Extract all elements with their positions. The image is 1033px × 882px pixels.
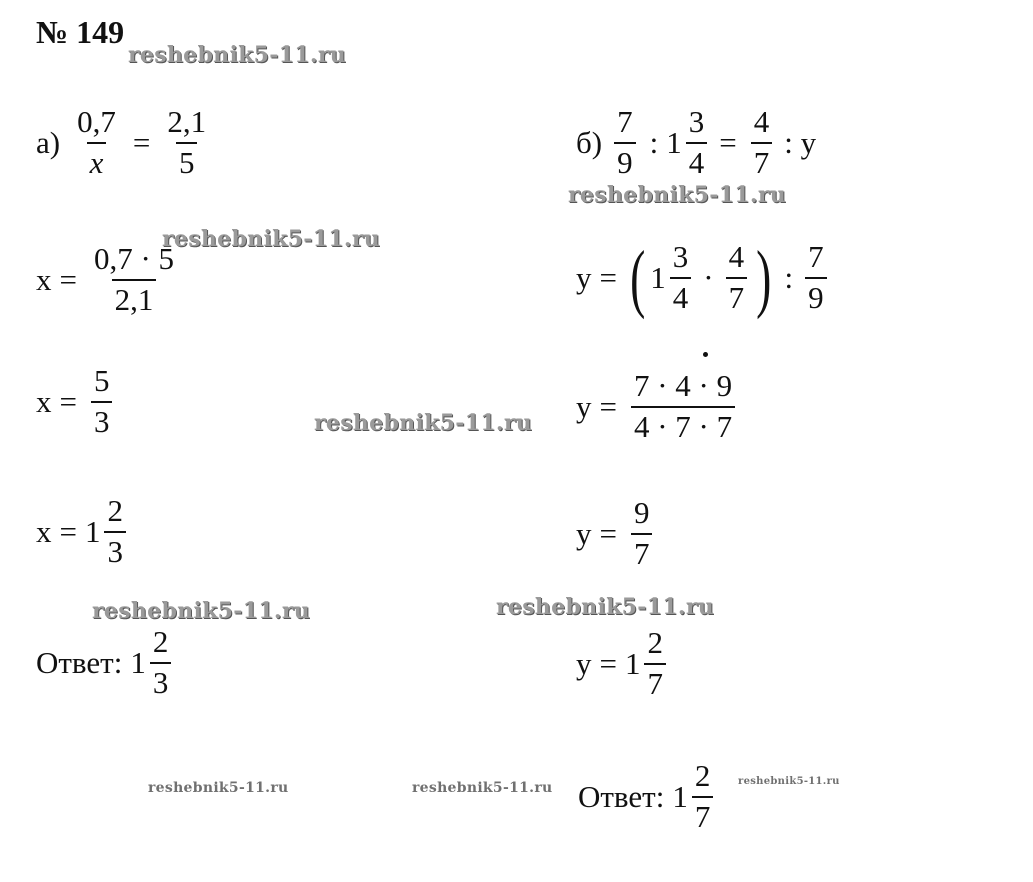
division-sign: : [649, 124, 659, 160]
variable: y [576, 515, 592, 551]
equals-sign: = [599, 388, 617, 424]
equals-sign: = [599, 645, 617, 681]
numerator: 2 [694, 758, 711, 793]
stray-dot [703, 352, 708, 357]
part-b-equation-3 [576, 370, 741, 443]
fraction [91, 365, 113, 438]
fraction [164, 106, 209, 179]
denominator: 2,1 [112, 279, 157, 317]
denominator: 4 [686, 142, 708, 180]
denominator: x [87, 142, 107, 180]
numerator: 4 [728, 239, 745, 275]
equals-sign: = [599, 260, 617, 295]
watermark: reshebnik5-11.ru [128, 42, 347, 68]
numerator: 9 [633, 495, 650, 530]
part-a-equation-1 [36, 106, 215, 179]
denominator: 7 [692, 796, 714, 834]
numerator: 0,7 [77, 104, 116, 139]
whole-part: 1 [84, 513, 101, 549]
fraction [104, 495, 126, 568]
equals-sign: = [59, 513, 77, 549]
denominator: 4 · 7 · 7 [631, 406, 735, 444]
fraction [614, 106, 636, 179]
part-a-label: а) [36, 124, 61, 160]
part-a-equation-3 [36, 365, 118, 438]
numerator: 7 [617, 104, 633, 139]
part-b-equation-2 [576, 236, 831, 320]
whole-part: 1 [130, 644, 146, 680]
part-b-equation-4 [576, 497, 658, 570]
whole-part: 1 [624, 645, 641, 681]
part-b-answer [578, 760, 717, 833]
numerator: 7 · 4 · 9 [633, 368, 733, 403]
watermark: reshebnik5-11.ru [568, 182, 787, 208]
watermark: reshebnik5-11.ru [92, 598, 311, 624]
denominator: 7 [751, 142, 773, 180]
part-b-equation-1 [576, 106, 816, 179]
answer-label: Ответ: [36, 644, 123, 680]
denominator: 5 [176, 142, 198, 180]
denominator: 3 [91, 401, 113, 439]
left-parenthesis: ( [630, 236, 646, 320]
division-sign: : [784, 260, 794, 295]
fraction [751, 106, 773, 179]
denominator: 9 [614, 142, 636, 180]
watermark: reshebnik5-11.ru [496, 594, 715, 620]
fraction [692, 760, 714, 833]
variable: y [576, 645, 592, 681]
numerator: 2 [107, 493, 123, 528]
watermark: reshebnik5-11.ru [314, 410, 533, 436]
right-parenthesis: ) [756, 236, 772, 320]
equals-sign: = [132, 124, 151, 160]
fraction [74, 106, 119, 179]
variable: : y [784, 124, 817, 160]
watermark: reshebnik5-11.ru [148, 780, 289, 796]
fraction [726, 241, 748, 314]
variable: y [576, 260, 592, 295]
variable: x [36, 383, 52, 419]
watermark: reshebnik5-11.ru [738, 776, 840, 787]
numerator: 2 [647, 625, 663, 660]
equals-sign: = [59, 383, 77, 419]
multiplication-sign: · [703, 260, 714, 295]
whole-part: 1 [672, 778, 688, 814]
denominator: 9 [805, 277, 827, 315]
problem-number: № 149 [36, 14, 125, 50]
fraction [644, 627, 666, 700]
part-a-equation-2 [36, 243, 183, 316]
numerator: 3 [688, 104, 705, 139]
numerator: 2,1 [167, 104, 207, 139]
variable: x [36, 513, 52, 549]
numerator: 2 [152, 624, 169, 659]
numerator: 3 [672, 239, 689, 275]
watermark: reshebnik5-11.ru [412, 780, 553, 796]
equals-sign: = [599, 515, 617, 551]
fraction [631, 497, 653, 570]
fraction [91, 243, 177, 316]
numerator: 5 [93, 363, 110, 398]
part-a-equation-4 [36, 495, 130, 568]
denominator: 4 [670, 277, 692, 315]
fraction [686, 106, 708, 179]
numerator: 4 [753, 104, 770, 139]
denominator: 7 [644, 663, 666, 701]
part-a-answer [36, 626, 175, 699]
numerator: 0,7 · 5 [93, 241, 175, 276]
whole-part: 1 [666, 124, 682, 160]
equals-sign: = [719, 124, 737, 160]
numerator: 7 [808, 239, 824, 275]
denominator: 3 [104, 531, 126, 569]
fraction [631, 370, 735, 443]
watermark: reshebnik5-11.ru [162, 226, 381, 252]
denominator: 7 [726, 277, 748, 315]
variable: y [576, 388, 592, 424]
fraction [805, 241, 827, 314]
denominator: 7 [631, 533, 653, 571]
fraction [150, 626, 172, 699]
equals-sign: = [59, 261, 77, 297]
answer-label: Ответ: [578, 778, 665, 814]
variable: x [36, 261, 52, 297]
part-b-label: б) [576, 124, 603, 160]
fraction [670, 241, 692, 314]
part-b-equation-5 [576, 627, 670, 700]
denominator: 3 [150, 662, 172, 700]
whole-part: 1 [650, 260, 666, 295]
